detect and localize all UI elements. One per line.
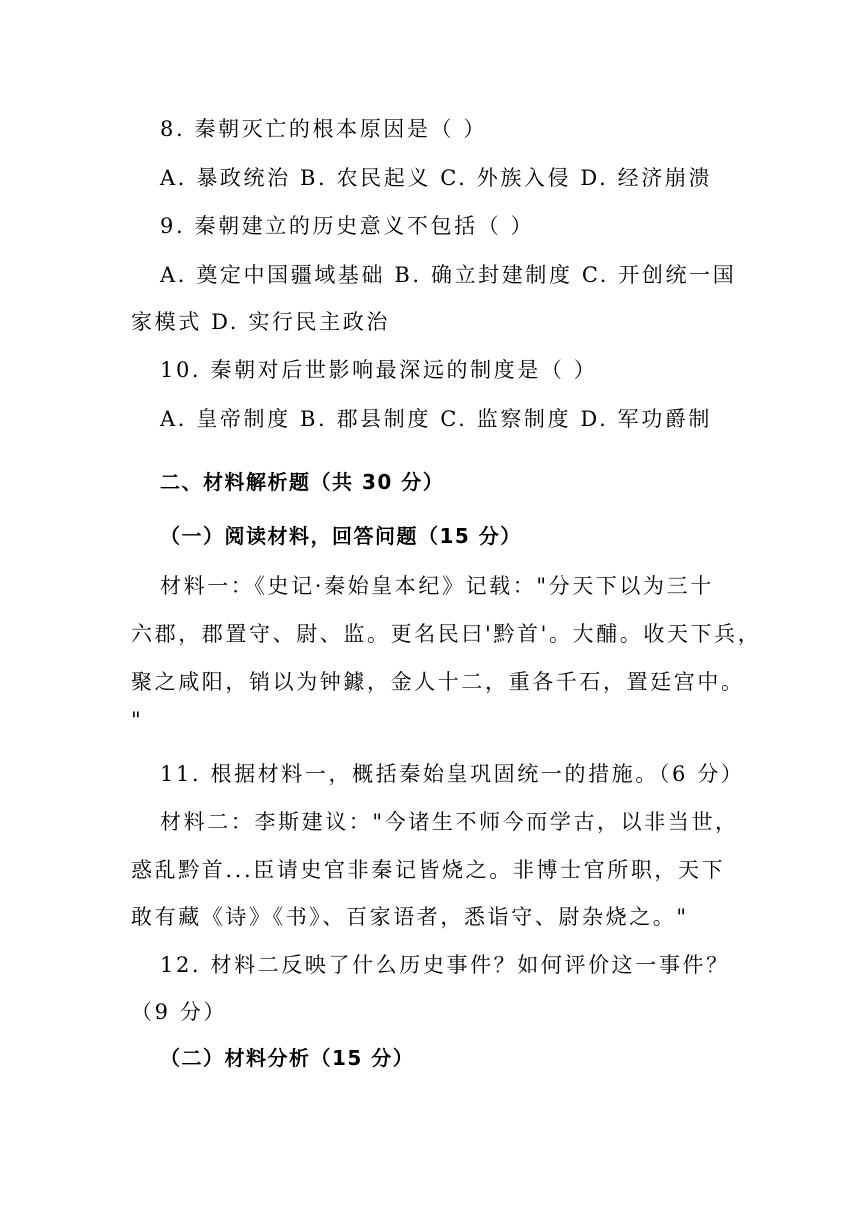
question-9-stem: 9. 秦朝建立的历史意义不包括（ ） [160,214,535,238]
question-9-options-line-2: 家模式 D. 实行民主政治 [131,310,390,334]
material-2-line-1: 材料二：李斯建议："今诸生不师今而学古，以非当世， [160,810,739,834]
material-1-line-1: 材料一：《史记·秦始皇本纪》记载："分天下以为三十 [160,574,714,598]
question-12-line-2: （9 分） [131,1000,228,1024]
material-2-line-2: 惑乱黔首...臣请史官非秦记皆烧之。非博士官所职，天下 [131,858,726,882]
material-2-line-3: 敢有藏《诗》《书》、百家语者，悉诣守、尉杂烧之。" [131,905,689,929]
question-8-options: A. 暴政统治 B. 农民起义 C. 外族入侵 D. 经济崩溃 [160,166,713,190]
question-10-options: A. 皇帝制度 B. 郡县制度 C. 监察制度 D. 军功爵制 [160,407,713,431]
material-1-line-4: " [131,708,144,732]
part-2-title: （二）材料分析（15 分） [160,1046,415,1070]
part-1-title: （一）阅读材料，回答问题（15 分） [160,524,522,548]
material-1-line-2: 六郡，郡置守、尉、监。更名民曰'黔首'。大酺。收天下兵， [131,622,762,646]
question-12-line-1: 12. 材料二反映了什么历史事件？如何评价这一事件？ [160,953,730,977]
question-11: 11. 根据材料一，概括秦始皇巩固统一的措施。（6 分） [160,762,745,786]
question-9-options-line-1: A. 奠定中国疆域基础 B. 确立封建制度 C. 开创统一国 [160,263,737,287]
section-2-title: 二、材料解析题（共 30 分） [160,470,445,494]
material-1-line-3: 聚之咸阳，销以为钟鐻，金人十二，重各千石，置廷宫中。 [131,670,745,694]
question-8-stem: 8. 秦朝灭亡的根本原因是（ ） [160,117,487,141]
question-10-stem: 10. 秦朝对后世影响最深远的制度是（ ） [160,358,598,382]
